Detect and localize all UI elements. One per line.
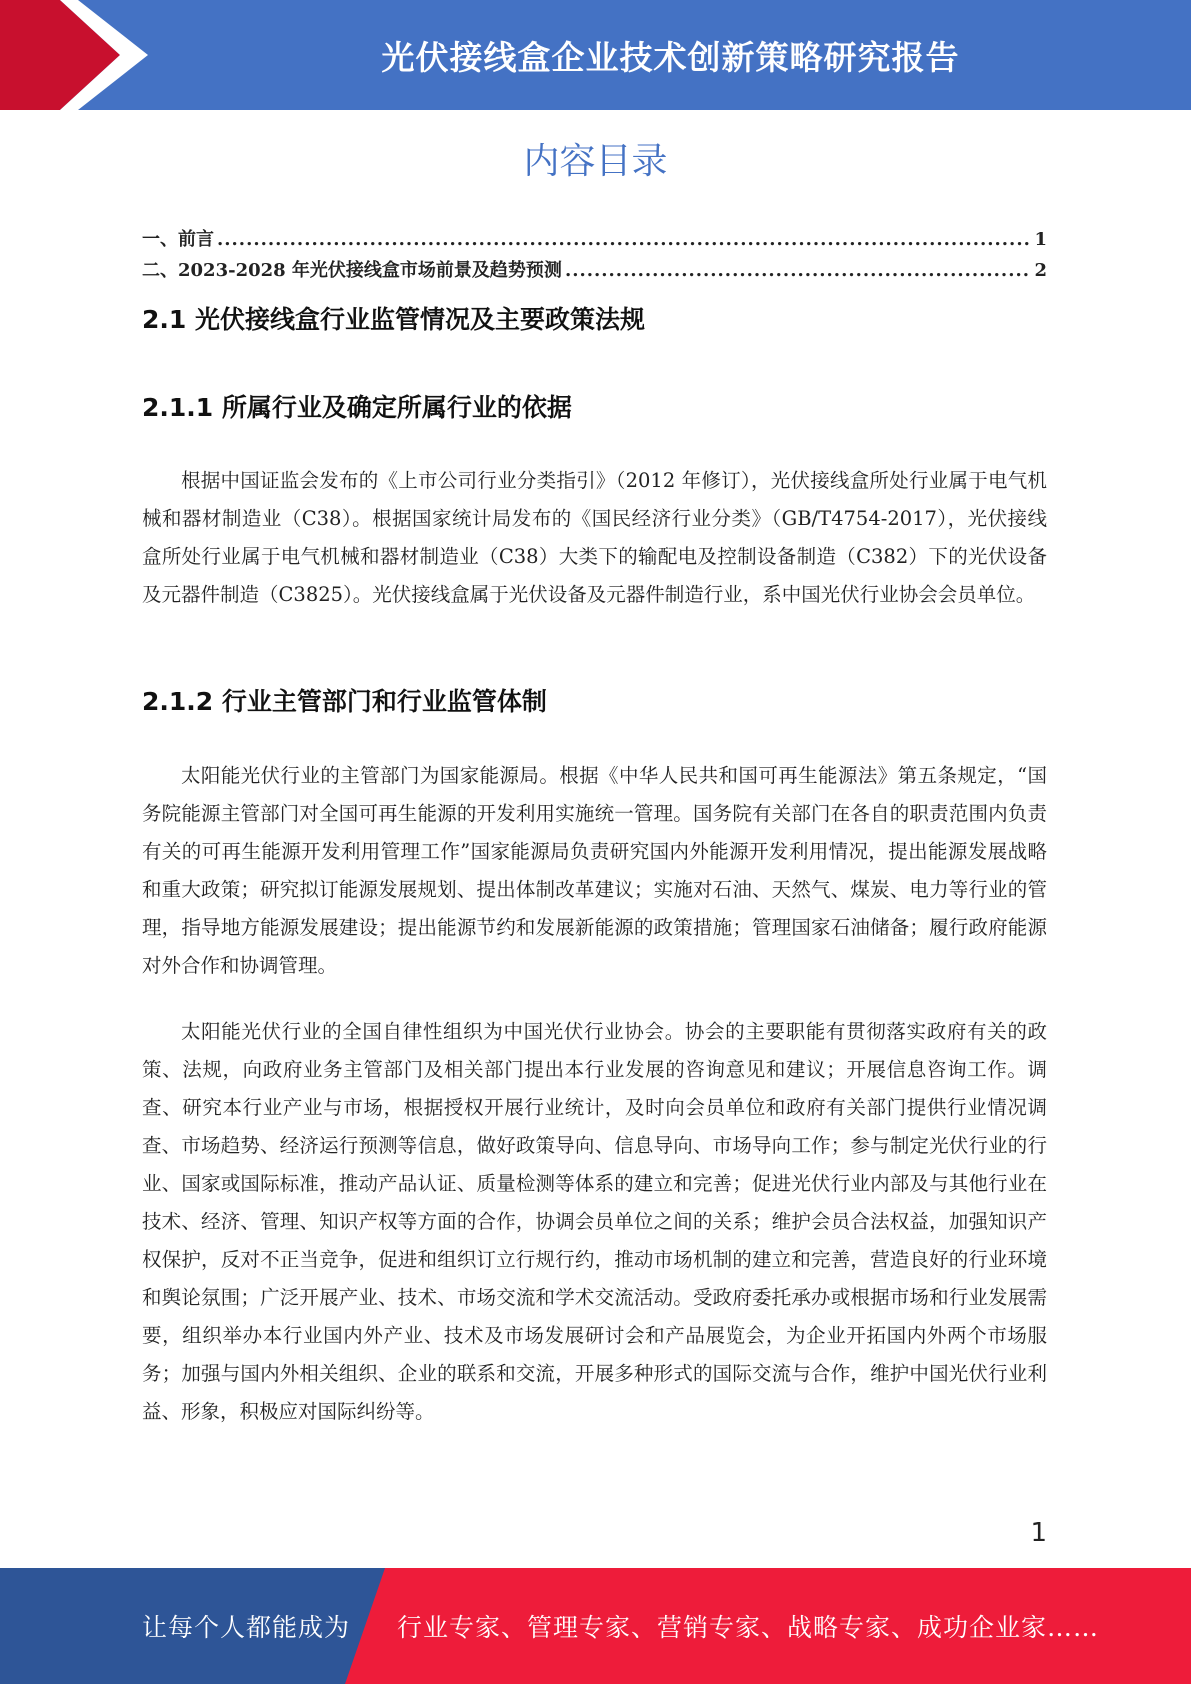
toc-entry-page: 2	[1034, 260, 1047, 281]
table-of-contents	[142, 224, 1047, 286]
report-title: 光伏接线盒企业技术创新策略研究报告	[381, 37, 960, 77]
chevron-logo-icon	[0, 0, 160, 110]
footer-slogan-left: 让每个人都能成为	[142, 1613, 351, 1642]
toc-entry-page: 1	[1034, 229, 1047, 250]
toc-leader-dots	[565, 255, 1032, 286]
footer-slogan-right: 行业专家、管理专家、营销专家、战略专家、成功企业家……	[397, 1613, 1100, 1642]
body-paragraph: 太阳能光伏行业的全国自律性组织为中国光伏行业协会。协会的主要职能有贯彻落实政府有关的政策、法规，向政府业务主管部门及相关部门提出本行业发展的咨询意见和建议；开展信息咨询工作。调查、研究本行业产业与市场，根据授权开展行业统计，及时向会员单位和政府有关部门提供行业情况调查、市场趋势、经济运行预测等信息，做好政策导向、信息导向、市场导向工作；参与制定光伏行业的行业、国家或国际标准，推动产品认证、质量检测等体系的建立和完善；促进光伏行业内部及与其他行业在技术、经济、管理、知识产权等方面的合作，协调会员单位之间的关系；维护会员合法权益，加强知识产权保护，反对不正当竞争，促进和组织订立行规行约，推动市场机制的建立和完善，营造良好的行业环境和舆论氛围；广泛开展产业、技术、市场交流和学术交流活动。受政府委托承办或根据市场和行业发展需要，组织举办本行业国内外产业、技术及市场发展研讨会和产品展览会，为企业开拓国内外两个市场服务；加强与国内外相关组织、企业的联系和交流，开展多种形式的国际交流与合作，维护中国光伏行业利益、形象，积极应对国际纠纷等。	[142, 1020, 1047, 1423]
section-heading-2-1-1: 2.1.1 所属行业及确定所属行业的依据	[142, 393, 572, 422]
toc-entry-label: 二、2023-2028 年光伏接线盒市场前景及趋势预测	[142, 260, 562, 281]
section-heading-2-1-2: 2.1.2 行业主管部门和行业监管体制	[142, 687, 547, 716]
toc-entry[interactable]	[142, 255, 1047, 286]
toc-heading: 内容目录	[523, 141, 668, 182]
page-number: 1	[1030, 1518, 1047, 1548]
toc-leader-dots	[217, 224, 1031, 255]
body-paragraph: 太阳能光伏行业的主管部门为国家能源局。根据《中华人民共和国可再生能源法》第五条规定，“国务院能源主管部门对全国可再生能源的开发利用实施统一管理。国务院有关部门在各自的职责范围内负责有关的可再生能源开发利用管理工作”国家能源局负责研究国内外能源开发利用情况，提出能源发展战略和重大政策；研究拟订能源发展规划、提出体制改革建议；实施对石油、天然气、煤炭、电力等行业的管理，指导地方能源发展建设；提出能源节约和发展新能源的政策措施；管理国家石油储备；履行政府能源对外合作和协调管理。	[142, 764, 1047, 977]
toc-entry[interactable]	[142, 224, 1047, 255]
toc-entry-label: 一、前言	[142, 229, 214, 250]
page-footer	[0, 1568, 1191, 1684]
body-paragraph: 根据中国证监会发布的《上市公司行业分类指引》（2012 年修订），光伏接线盒所处行业属于电气机械和器材制造业（C38）。根据国家统计局发布的《国民经济行业分类》（GB/T4754-2017），光伏接线盒所处行业属于电气机械和器材制造业（C38）大类下的输配电及控制设备制造（C382）下的光伏设备及元器件制造（C3825）。光伏接线盒属于光伏设备及元器件制造行业，系中国光伏行业协会会员单位。	[142, 469, 1047, 606]
section-heading-2-1: 2.1 光伏接线盒行业监管情况及主要政策法规	[142, 305, 645, 334]
page-header	[0, 0, 1191, 110]
